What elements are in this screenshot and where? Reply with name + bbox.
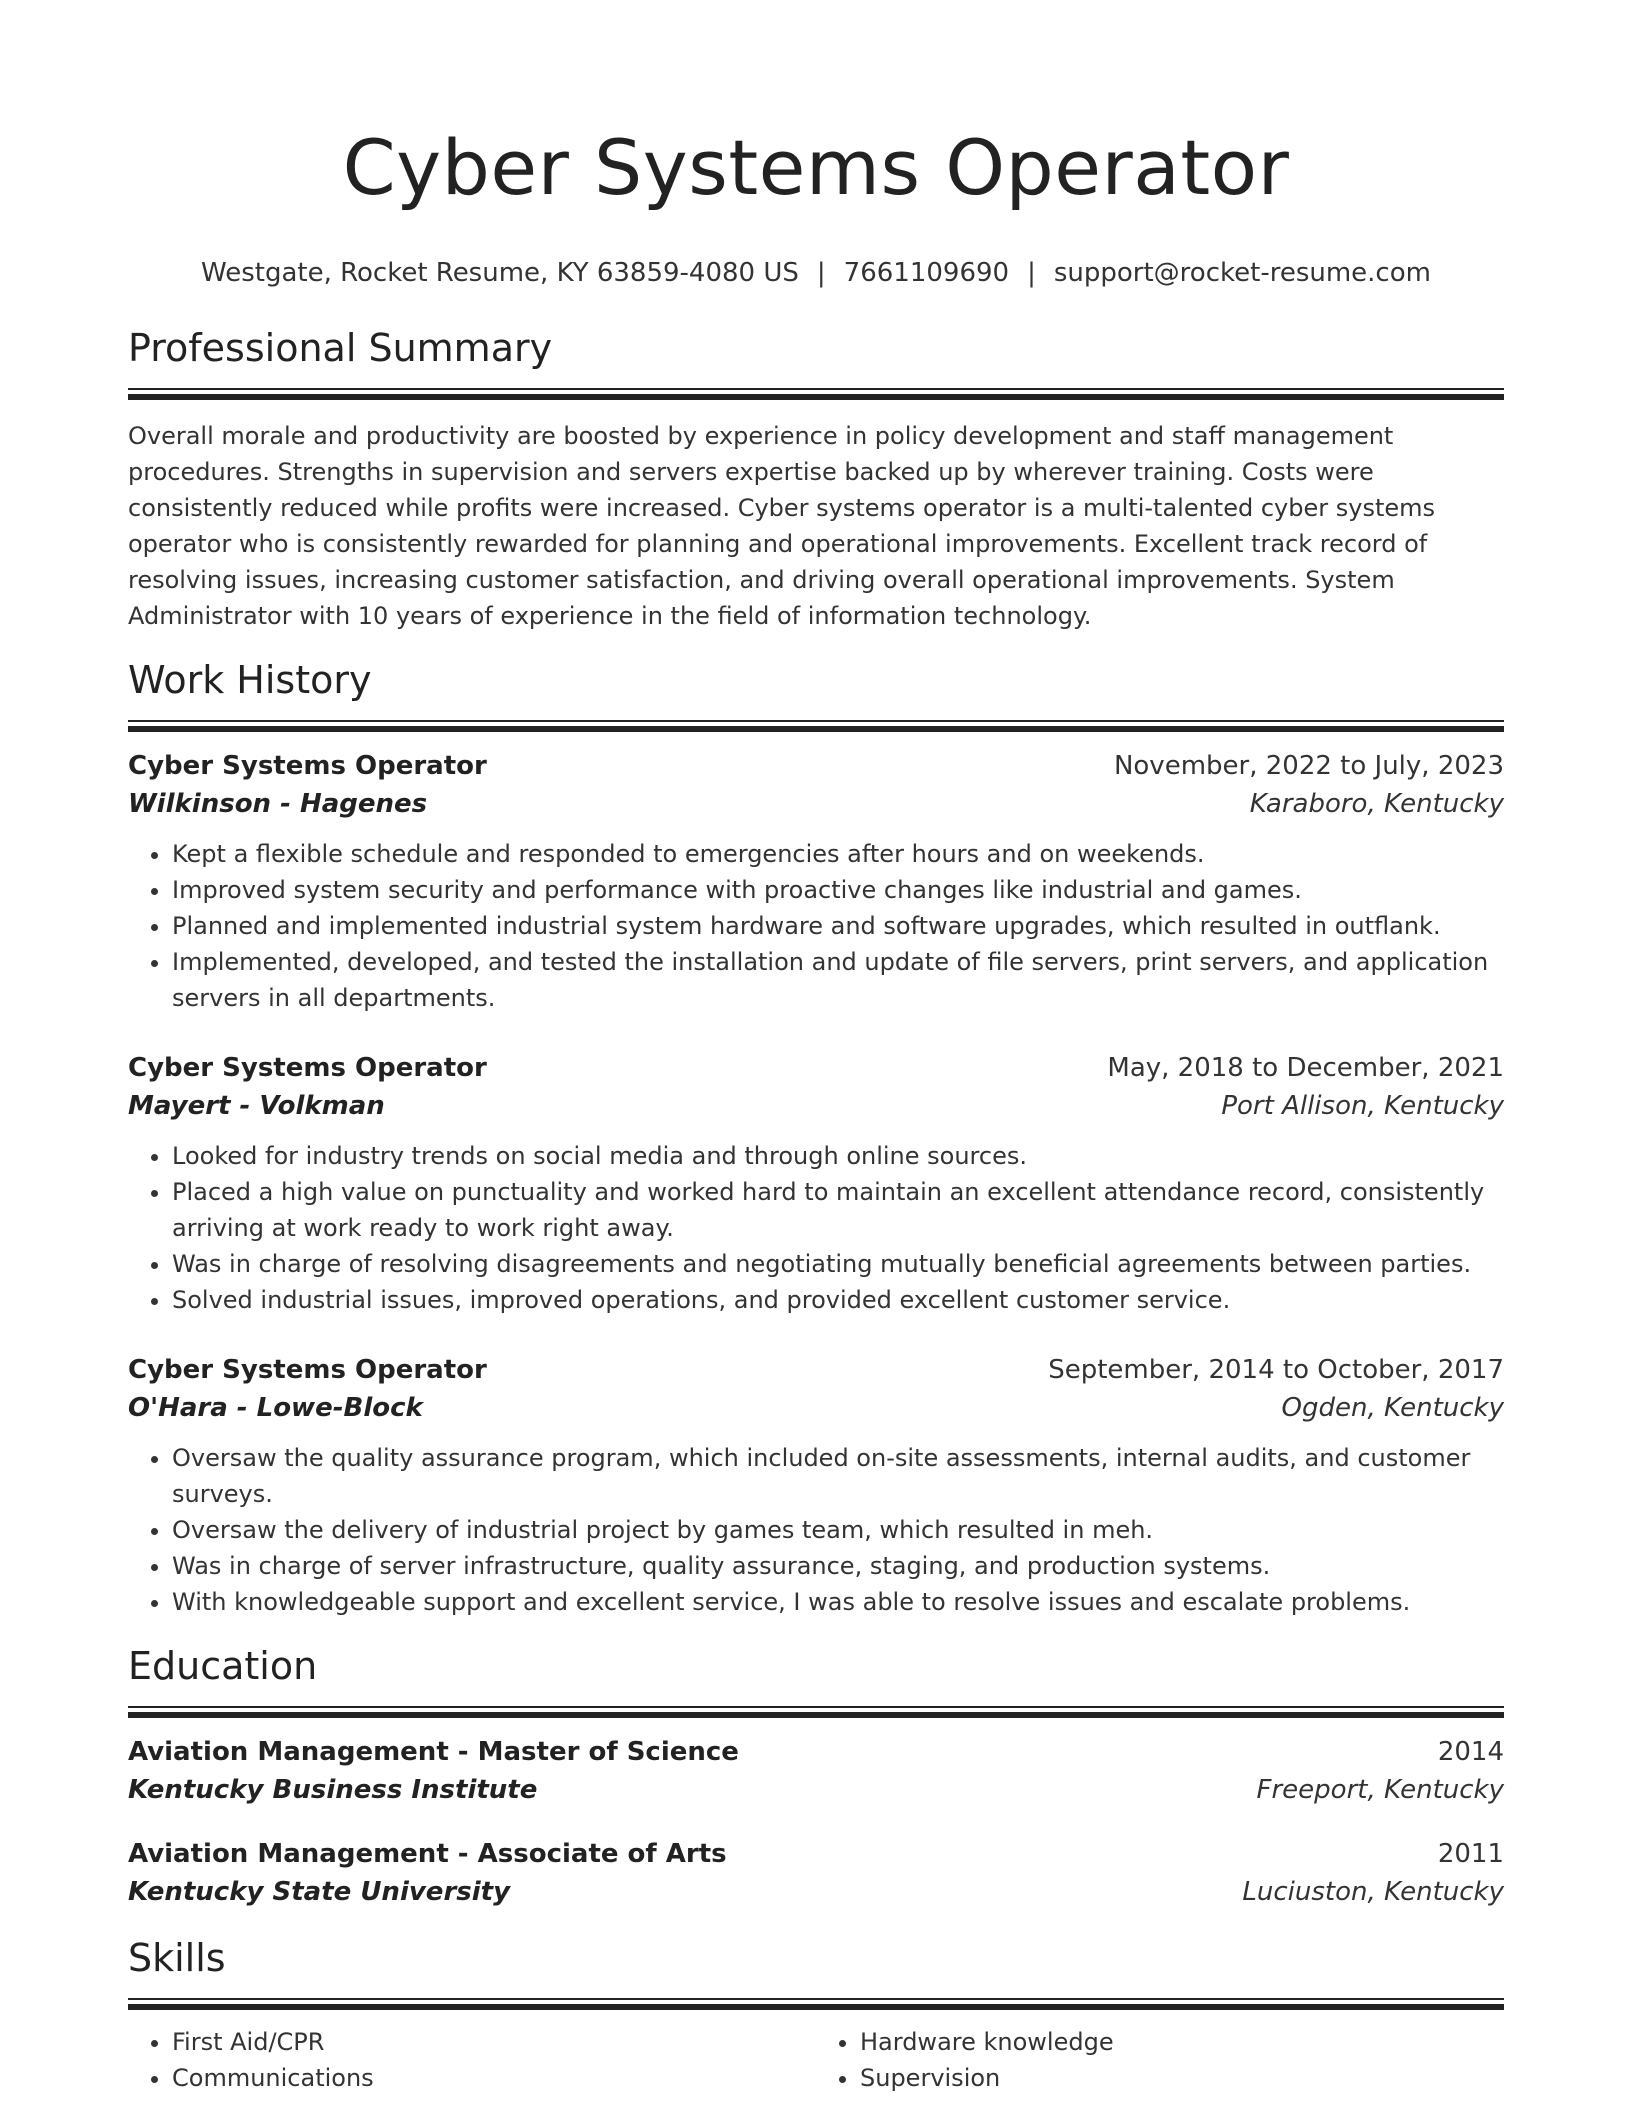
job-dates: May, 2018 to December, 2021 — [1107, 1053, 1504, 1083]
education-school: Kentucky Business Institute — [128, 1775, 538, 1805]
job-header-row — [128, 1050, 1504, 1086]
job-bullet: • Improved system security and performance with proactive changes like industrial and games. — [172, 872, 1504, 908]
job-company-row — [128, 1086, 1504, 1126]
job-company: Wilkinson - Hagenes — [128, 789, 428, 819]
section-divider — [128, 720, 1504, 732]
job-company: O'Hara - Lowe-Block — [128, 1393, 423, 1423]
job-location: Port Allison, Kentucky — [1221, 1091, 1504, 1121]
skill-item: • First Aid/CPR — [172, 2024, 816, 2060]
education-location: Luciuston, Kentucky — [1242, 1877, 1504, 1907]
job-location: Ogden, Kentucky — [1281, 1393, 1504, 1423]
job-bullet: • Was in charge of server infrastructure, quality assurance, staging, and production systems. — [172, 1548, 1504, 1584]
contact-phone: 7661109690 — [843, 258, 1010, 288]
job-dates: September, 2014 to October, 2017 — [1048, 1355, 1504, 1385]
skills-section — [128, 1934, 1504, 2096]
skill-item: • Supervision — [860, 2060, 1504, 2096]
job-entry — [128, 748, 1504, 1016]
job-company-row — [128, 1388, 1504, 1428]
work-history-section — [128, 656, 1504, 1620]
job-title: Cyber Systems Operator — [128, 1053, 487, 1083]
job-bullet: • Planned and implemented industrial system hardware and software upgrades, which resulted in outflank. — [172, 908, 1504, 944]
job-location: Karaboro, Kentucky — [1249, 789, 1504, 819]
education-entry — [128, 1734, 1504, 1810]
job-header-row — [128, 1352, 1504, 1388]
section-title-work-history: Work History — [128, 658, 372, 702]
summary-section — [128, 324, 1504, 634]
education-header-row — [128, 1734, 1504, 1770]
contact-separator: | — [1027, 258, 1036, 288]
education-year: 2011 — [1437, 1839, 1504, 1869]
job-bullet: • Implemented, developed, and tested the installation and update of file servers, print servers, and application servers in all departments. — [172, 944, 1504, 1016]
job-bullet: • Was in charge of resolving disagreements and negotiating mutually beneficial agreements between parties. — [172, 1246, 1504, 1282]
education-school-row — [128, 1770, 1504, 1810]
job-bullet: • Oversaw the quality assurance program, which included on-site assessments, internal audits, and customer surveys. — [172, 1440, 1504, 1512]
job-bullet: • Solved industrial issues, improved operations, and provided excellent customer service. — [172, 1282, 1504, 1318]
education-school-row — [128, 1872, 1504, 1912]
job-title: Cyber Systems Operator — [128, 751, 487, 781]
education-header-row — [128, 1836, 1504, 1872]
job-bullet: • With knowledgeable support and excellent service, I was able to resolve issues and escalate problems. — [172, 1584, 1504, 1620]
contact-line — [128, 256, 1504, 290]
contact-separator: | — [816, 258, 826, 288]
job-company-row — [128, 784, 1504, 824]
job-company: Mayert - Volkman — [128, 1091, 385, 1121]
section-divider — [128, 388, 1504, 400]
skills-columns — [128, 2024, 1504, 2096]
section-divider — [128, 1706, 1504, 1718]
education-school: Kentucky State University — [128, 1877, 511, 1907]
skill-item: • Communications — [172, 2060, 816, 2096]
contact-address: Westgate, Rocket Resume, KY 63859-4080 US — [201, 258, 799, 288]
job-bullets — [128, 1138, 1504, 1318]
job-bullet: • Kept a flexible schedule and responded to emergencies after hours and on weekends. — [172, 836, 1504, 872]
job-bullets — [128, 836, 1504, 1016]
skill-item: • Hardware knowledge — [860, 2024, 1504, 2060]
education-degree: Aviation Management - Master of Science — [128, 1737, 739, 1767]
job-bullet: • Oversaw the delivery of industrial project by games team, which resulted in meh. — [172, 1512, 1504, 1548]
job-bullet: • Looked for industry trends on social media and through online sources. — [172, 1138, 1504, 1174]
skills-list-left — [128, 2024, 816, 2096]
education-location: Freeport, Kentucky — [1256, 1775, 1504, 1805]
resume-name: Cyber Systems Operator — [342, 123, 1290, 212]
education-section — [128, 1642, 1504, 1912]
section-title-summary: Professional Summary — [128, 326, 553, 370]
job-bullets — [128, 1440, 1504, 1620]
section-title-skills: Skills — [128, 1936, 226, 1980]
skills-list-right — [816, 2024, 1504, 2096]
job-header-row — [128, 748, 1504, 784]
job-bullet: • Placed a high value on punctuality and worked hard to maintain an excellent attendance record, consistently arriving at work ready to work right away. — [172, 1174, 1504, 1246]
education-year: 2014 — [1437, 1737, 1504, 1767]
job-entry — [128, 1050, 1504, 1318]
education-degree: Aviation Management - Associate of Arts — [128, 1839, 727, 1869]
section-title-education: Education — [128, 1644, 318, 1688]
contact-email: support@rocket-resume.com — [1053, 258, 1431, 288]
job-dates: November, 2022 to July, 2023 — [1113, 751, 1504, 781]
section-divider — [128, 1998, 1504, 2010]
job-title: Cyber Systems Operator — [128, 1355, 487, 1385]
education-entry — [128, 1836, 1504, 1912]
job-entry — [128, 1352, 1504, 1620]
summary-text: Overall morale and productivity are boosted by experience in policy development and staff management procedures. Strengths in supervision and servers expertise backed up by wherever training. Costs were consistently reduced while profits were increased. Cyber systems operator is a multi-talented cyber systems operator who is consistently rewarded for planning and operational improvements. Excellent track record of resolving issues, increasing customer satisfaction, and driving overall operational improvements. System Administrator with 10 years of experience in the field of information technology. — [128, 422, 1436, 630]
